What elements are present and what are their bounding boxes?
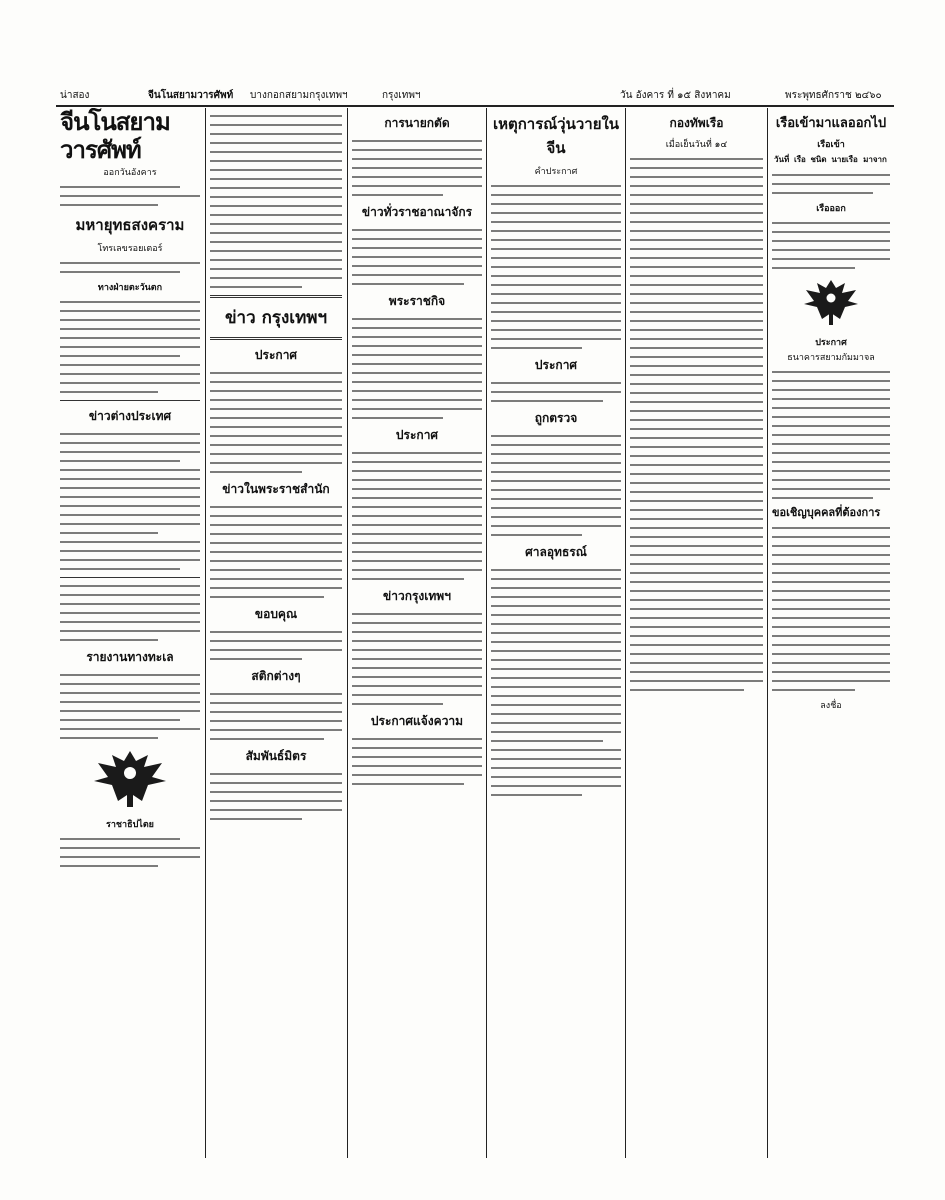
header-city: กรุงเทพฯ: [382, 90, 421, 101]
notice-heading: ประกาศ: [815, 338, 847, 348]
china-headline: เหตุการณ์วุ่นวายในจีน: [492, 115, 620, 157]
col4-heading-3: ถูกตรวจ: [534, 411, 578, 425]
masthead: จีนโนสยามวารศัพท์: [60, 108, 170, 164]
col2-article-5: [210, 773, 342, 820]
col-from: มาจาก: [863, 154, 887, 164]
col4-heading-2: ประกาศ: [534, 358, 578, 372]
ships-in-table: [772, 152, 890, 167]
header-location: บางกอกสยามกรุงเทพฯ: [250, 90, 348, 101]
col-captain: นายเรือ: [831, 154, 858, 164]
column-divider: [625, 108, 626, 1158]
china-subheading: คำประกาศ: [534, 167, 578, 177]
col2-article-3: [210, 631, 342, 660]
notice-article: [772, 371, 890, 499]
ships-in-label: เรือเข้า: [817, 140, 845, 150]
shipping-heading: เรือเข้ามาแลออกไป: [775, 116, 887, 131]
column-2: [210, 108, 342, 1160]
war-heading: มหายุทธสงคราม: [75, 216, 185, 234]
notice-line: ธนาคารสยามกัมมาจล: [787, 353, 875, 363]
column-divider: [205, 108, 206, 1158]
col3-article-3: [352, 318, 482, 419]
column-5: [630, 108, 763, 1160]
col3-article-5: [352, 613, 482, 705]
col4-article-4: [491, 569, 621, 796]
col2-subhead-1: ประกาศ: [254, 348, 298, 362]
col3-heading-3: พระราชกิจ: [388, 294, 446, 308]
header-paper-name: จีนโนสยามวารศัพท์: [148, 90, 234, 101]
col3-heading-2: ข่าวทั่วราชอาณาจักร: [361, 205, 473, 219]
header-date: วัน อังคาร ที่ ๑๕ สิงหาคม: [620, 90, 731, 101]
column-4: [491, 108, 621, 1160]
col-date: วันที่: [774, 154, 790, 164]
war-subheading: โทรเลขรอยเตอร์: [97, 244, 163, 254]
war-news-sub: ทางฝ่ายตะวันตก: [97, 283, 163, 293]
col2-article-4: [210, 693, 342, 740]
ships-out-label: เรือออก: [816, 204, 846, 214]
column-divider: [486, 108, 487, 1158]
col-type: ชนิด: [810, 154, 827, 164]
column-divider: [347, 108, 348, 1158]
masthead-subtitle: ออกวันอังคาร: [103, 168, 157, 178]
misc-article: [60, 585, 200, 641]
col4-article-3: [491, 435, 621, 536]
col3-article-2: [352, 229, 482, 285]
col4-heading-4: ศาลอุทธรณ์: [525, 545, 587, 559]
col4-article-2: [491, 382, 621, 402]
masthead-details: [60, 186, 200, 206]
header-rule: [56, 105, 894, 107]
col5-heading: กองทัพเรือ: [669, 116, 724, 130]
col2-article-1: [210, 372, 342, 473]
auction-article: [772, 527, 890, 691]
col3-heading-4: ประกาศ: [395, 428, 439, 442]
col-ship: เรือ: [794, 154, 806, 164]
col5-article: [630, 158, 763, 691]
ships-in-rows: [772, 174, 890, 194]
column-6: [772, 108, 890, 1160]
col2-subhead-2: ข่าวในพระราชสำนัก: [222, 482, 330, 496]
page-header: [60, 88, 890, 104]
col2-subhead-3: ขอบคุณ: [254, 607, 298, 621]
footer-notice: [60, 838, 200, 867]
foreign-article: [60, 433, 200, 570]
foreign-heading: ข่าวต่างประเทศ: [88, 409, 172, 423]
col3-heading-1: การนายกตัด: [384, 116, 450, 130]
bangkok-news-heading: ข่าว กรุงเทพฯ: [224, 308, 328, 328]
column-3: [352, 108, 482, 1160]
col3-article-4: [352, 452, 482, 580]
header-era: พระพุทธศักราช ๒๔๖๐: [785, 90, 882, 101]
maritime-heading: รายงานทางทะเล: [86, 650, 174, 664]
garuda-emblem-icon: [801, 277, 861, 327]
col2-subhead-4: สติกต่างๆ: [251, 669, 301, 683]
col3-heading-5: ข่าวกรุงเทพฯ: [383, 589, 451, 603]
emblem-caption: ราชาธิปไตย: [106, 820, 154, 830]
col2-subhead-5: สัมพันธ์มิตร: [245, 749, 307, 763]
china-article: [491, 185, 621, 349]
column-1: [60, 108, 200, 1160]
signature-line: ลงชื่อ: [820, 701, 842, 711]
garuda-emblem-icon: [90, 747, 170, 809]
page-number: น่าสอง: [60, 90, 90, 101]
col2-top-article: [210, 115, 342, 288]
auction-line: ขอเชิญบุคคลที่ต้องการ: [772, 506, 881, 519]
col3-heading-6: ประกาศแจ้งความ: [370, 714, 464, 728]
col3-article-1: [352, 140, 482, 196]
column-divider: [767, 108, 768, 1158]
war-article: [60, 262, 200, 393]
ships-out-rows: [772, 222, 890, 269]
col5-subheading: เมื่อเย็นวันที่ ๑๔: [665, 140, 728, 150]
col2-article-2: [210, 506, 342, 598]
maritime-article: [60, 674, 200, 739]
col3-article-6: [352, 738, 482, 785]
